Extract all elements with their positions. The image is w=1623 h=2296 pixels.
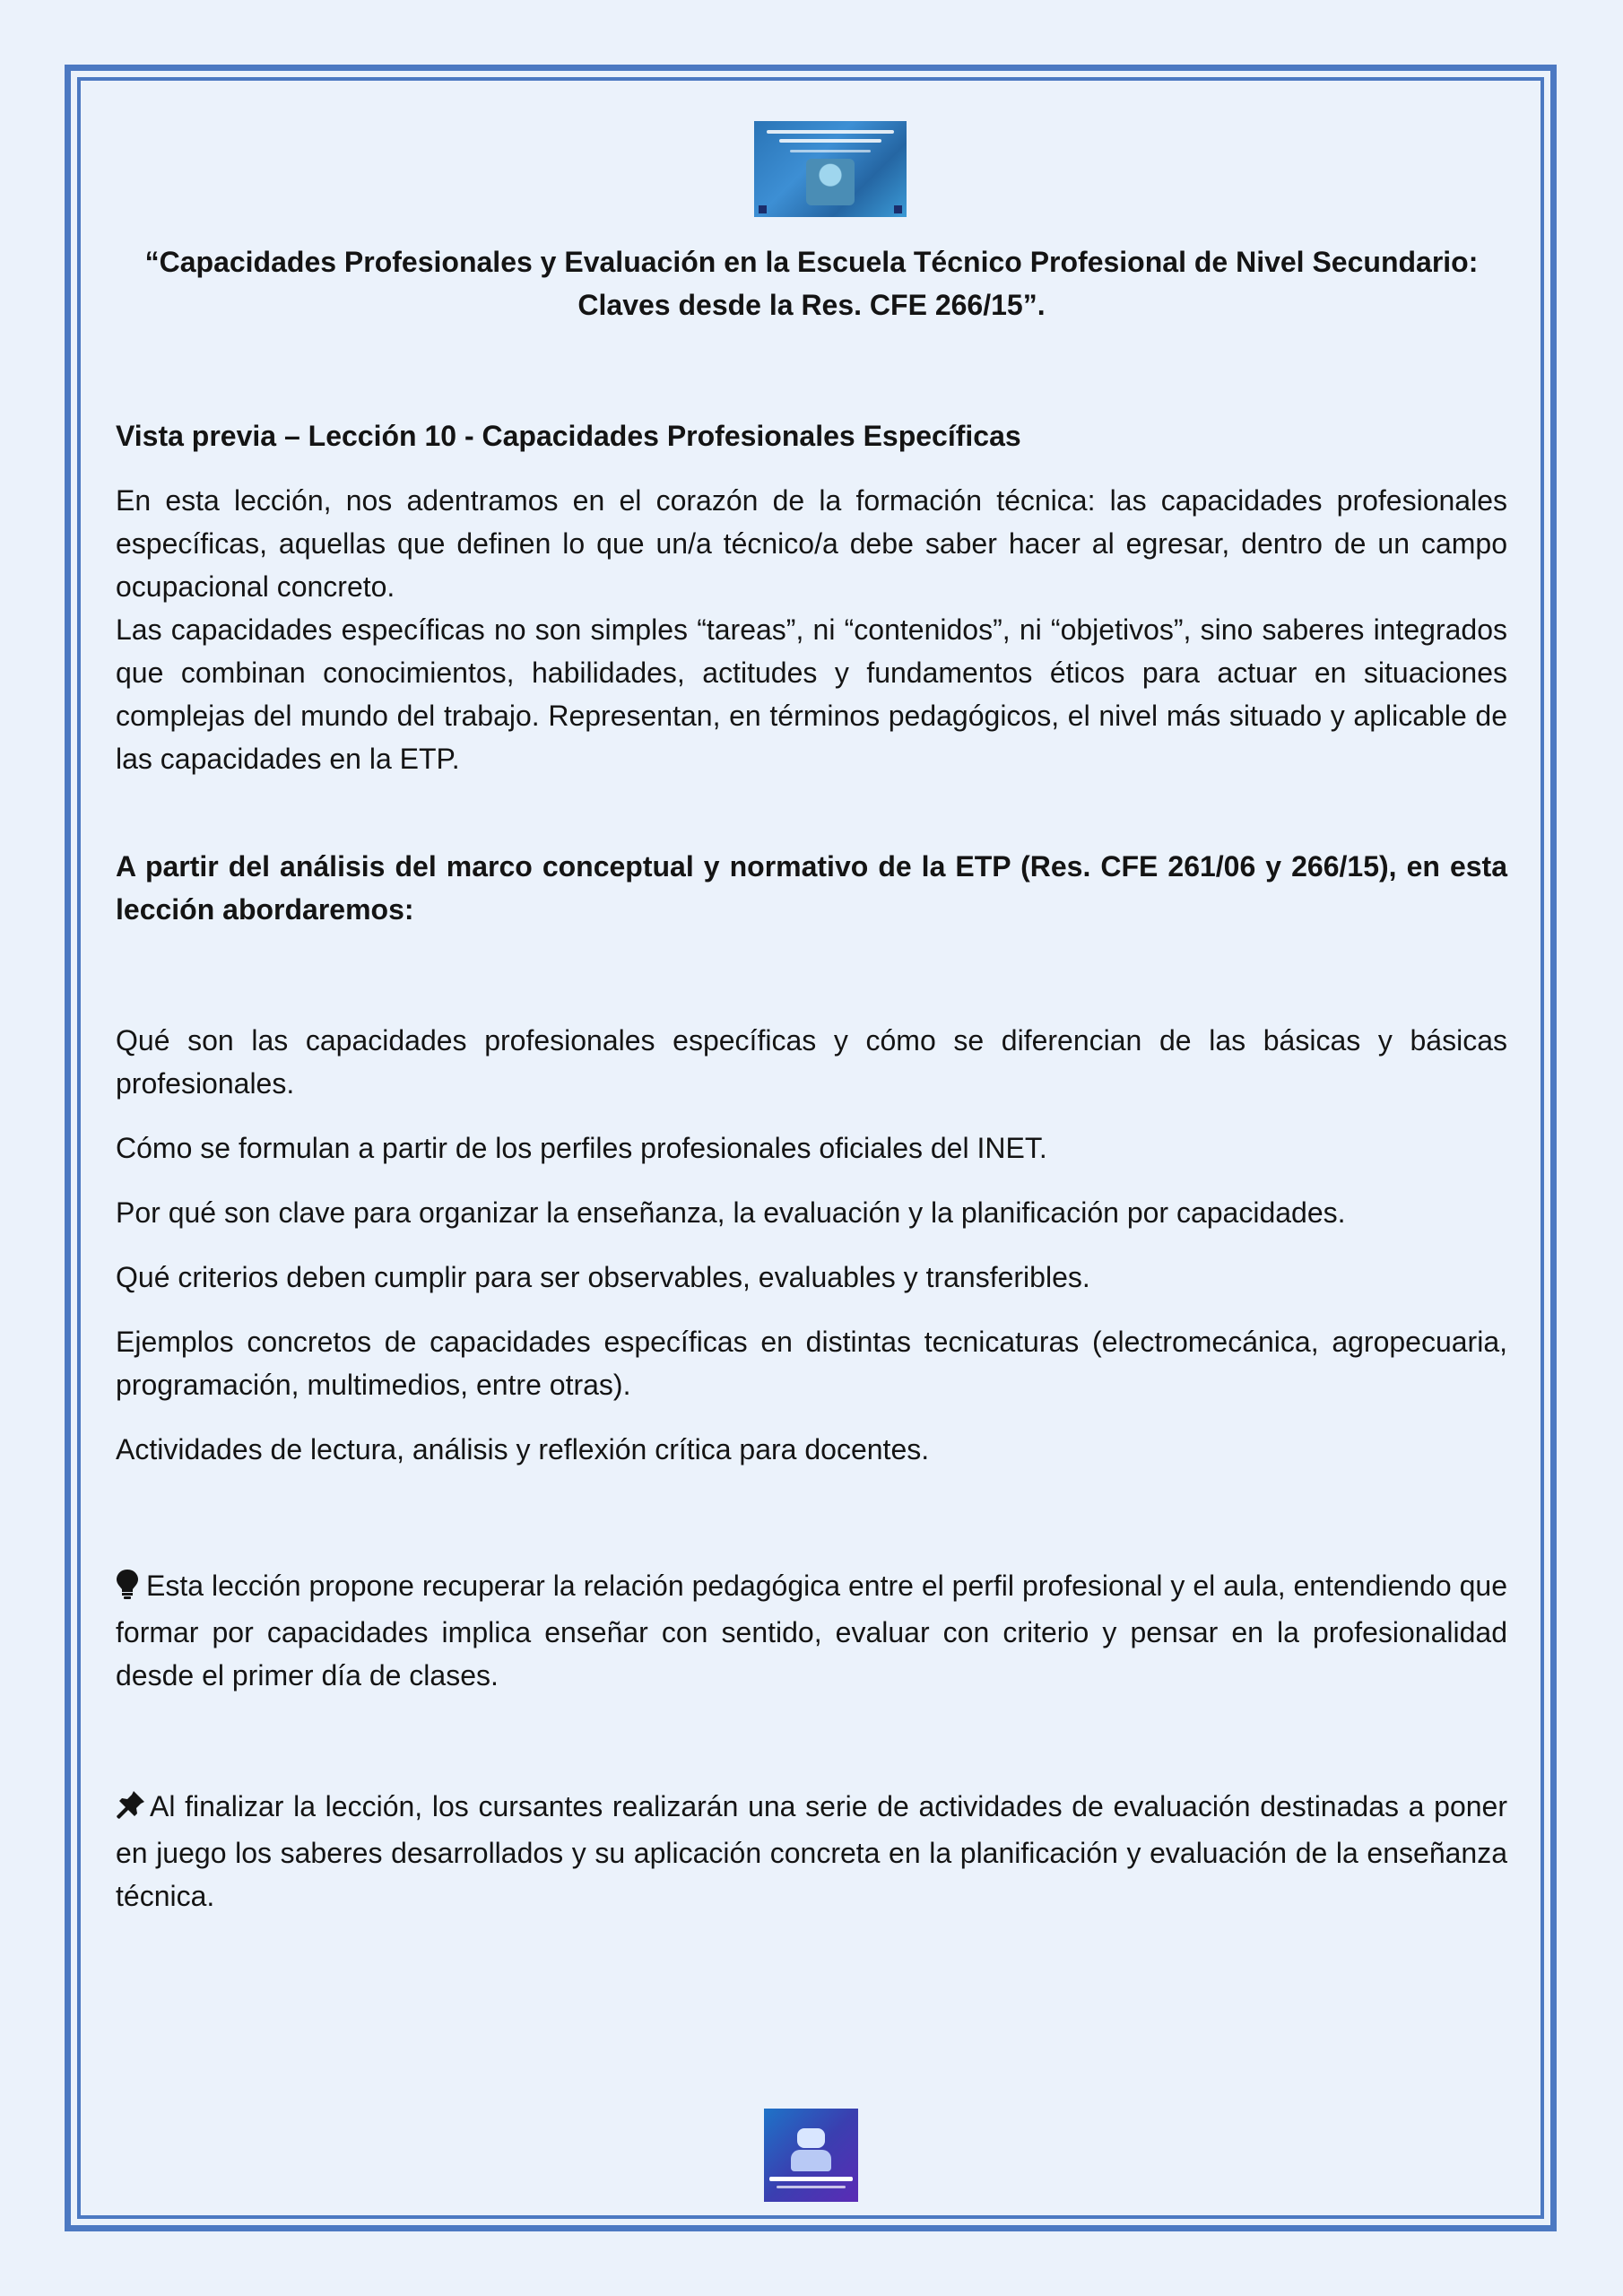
topic-item: Cómo se formulan a partir de los perfiles profesionales oficiales del INET.	[116, 1132, 1047, 1164]
topic-item: Ejemplos concretos de capacidades específicas en distintas tecnicaturas (electromecánica, agropecuaria, programación, multimedios, entre otras).	[116, 1326, 1507, 1401]
lesson-subtitle: Vista previa – Lección 10 - Capacidades Profesionales Específicas	[116, 420, 1021, 452]
section-heading: A partir del análisis del marco conceptual y normativo de la ETP (Res. CFE 261/06 y 266/15), en esta lección abordaremos:	[116, 850, 1507, 926]
intro-paragraph-1: En esta lección, nos adentramos en el corazón de la formación técnica: las capacidades profesionales específicas, aquellas que definen lo que un/a técnico/a debe saber hacer al egresar, dentro de un campo ocupacional concreto.	[116, 484, 1507, 603]
idea-note	[116, 1564, 1507, 1697]
idea-note-text: Esta lección propone recuperar la relación pedagógica entre el perfil profesional y el aula, entendiendo que formar por capacidades implica enseñar con sentido, evaluar con criterio y pensar en la profesionalidad desde el primer día de clases.	[116, 1570, 1507, 1692]
pin-note-text: Al finalizar la lección, los cursantes realizarán una serie de actividades de evaluación destinadas a poner en juego los saberes desarrollados y su aplicación concreta en la planificación y evaluación de la enseñanza técnica.	[116, 1790, 1507, 1912]
course-cover-logo	[754, 121, 907, 217]
topic-item: Qué criterios deben cumplir para ser observables, evaluables y transferibles.	[116, 1261, 1090, 1293]
pin-note	[116, 1785, 1507, 1918]
intro-paragraph-2: Las capacidades específicas no son simples “tareas”, ni “contenidos”, ni “objetivos”, sino saberes integrados que combinan conocimientos, habilidades, actitudes y fundamentos éticos para actuar en situaciones complejas del mundo del trabajo. Representan, en términos pedagógicos, el nivel más situado y aplicable de las capacidades en la ETP.	[116, 613, 1507, 775]
topic-item: Qué son las capacidades profesionales específicas y cómo se diferencian de las básicas y básicas profesionales.	[116, 1024, 1507, 1100]
topic-item: Actividades de lectura, análisis y reflexión crítica para docentes.	[116, 1433, 930, 1465]
document-title: “Capacidades Profesionales y Evaluación en la Escuela Técnico Profesional de Nivel Secundario: Claves desde la Res. CFE 266/15”.	[144, 246, 1479, 321]
lightbulb-icon	[116, 1568, 139, 1611]
topic-item: Por qué son clave para organizar la enseñanza, la evaluación y la planificación por capacidades.	[116, 1196, 1346, 1229]
pushpin-icon	[116, 1788, 146, 1831]
tecnologia-tecnica-logo	[764, 2109, 858, 2202]
